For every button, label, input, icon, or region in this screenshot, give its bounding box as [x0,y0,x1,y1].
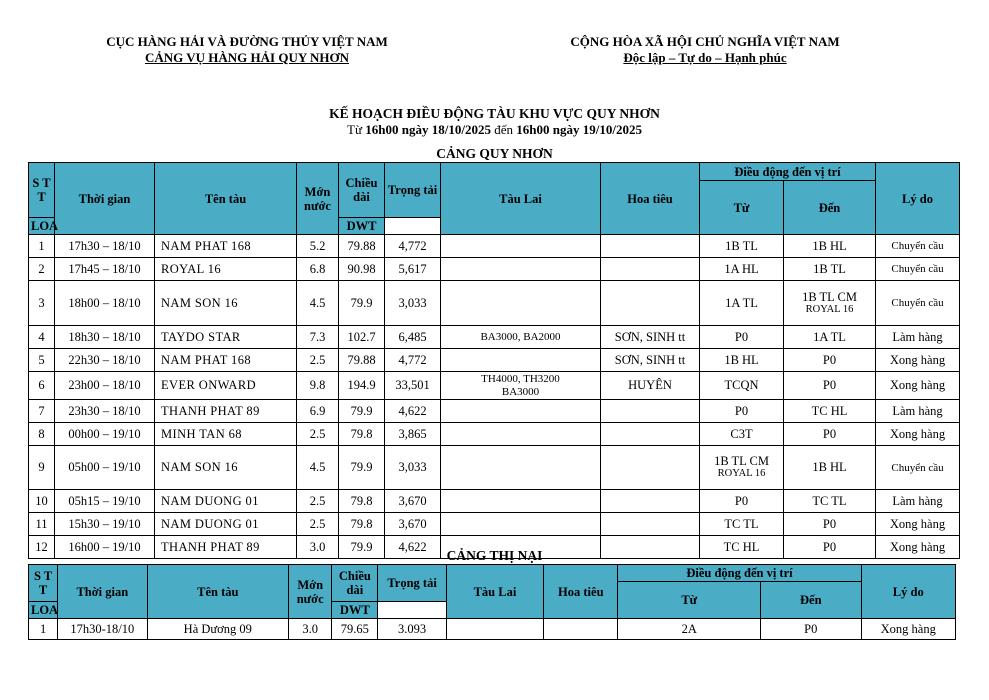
table-cell: Xong hàng [876,423,960,446]
table-row [29,446,960,490]
table-cell: 33,501 [385,372,441,400]
table-cell: 2.5 [297,490,339,513]
table-cell: 6,485 [385,326,441,349]
cell-text: TH4000, TH3200 [481,372,560,385]
table-cell: Hà Dương 09 [147,619,289,640]
table-cell: 3.0 [289,619,332,640]
table-cell: P0 [784,536,876,559]
table-cell: Chuyển cầu [876,446,960,490]
agency-header [62,34,432,66]
table-cell: 79.9 [339,281,385,326]
col-tonnage: Trọng tải [378,565,446,602]
table-cell: Xong hàng [876,536,960,559]
table-cell [784,281,876,326]
table-cell: Xong hàng [876,372,960,400]
table-row [29,400,960,423]
port-2-schedule-table [28,564,956,640]
table-cell: THANH PHAT 89 [155,536,297,559]
table-cell [601,423,700,446]
table-row [29,258,960,281]
table-cell: Làm hàng [876,326,960,349]
col-tug: Tàu Lai [446,565,543,619]
table-cell: P0 [784,423,876,446]
table-cell: 05h15 – 19/10 [55,490,155,513]
table-cell: 11 [29,513,55,536]
table-cell: EVER ONWARD [155,372,297,400]
table-cell: Xong hàng [876,349,960,372]
table-cell: 6 [29,372,55,400]
table-cell [700,446,784,490]
col-pilot: Hoa tiêu [601,163,700,235]
table-cell: 90.98 [339,258,385,281]
table-cell: 79.8 [339,423,385,446]
table-cell: 16h00 – 19/10 [55,536,155,559]
cell-text: S T T [33,569,53,597]
cell-text: BA3000 [501,385,540,398]
table-cell: TC HL [700,536,784,559]
col-ship: Tên tàu [155,163,297,235]
table-cell [601,235,700,258]
port-1-schedule-table [28,162,960,559]
col-tug: Tàu Lai [441,163,601,235]
table-cell: 8 [29,423,55,446]
table-cell: 102.7 [339,326,385,349]
table-cell: 5.2 [297,235,339,258]
table-cell: 15h30 – 19/10 [55,513,155,536]
country-name: CỘNG HÒA XÃ HỘI CHỦ NGHĨA VIỆT NAM [570,34,840,49]
col-tonnage: Trọng tải [385,163,441,218]
table-cell: 17h30-18/10 [58,619,147,640]
table-cell: Làm hàng [876,490,960,513]
table-cell: 4,772 [385,349,441,372]
table-cell: 1B TL [700,235,784,258]
table-cell: 7.3 [297,326,339,349]
table-cell: Xong hàng [876,513,960,536]
col-move: Điều động đến vị trí [700,163,876,181]
table-cell: 05h00 – 19/10 [55,446,155,490]
cell-text: S T T [32,176,51,204]
table-cell: NAM DUONG 01 [155,490,297,513]
table-cell: 4,622 [385,536,441,559]
table-cell: NAM PHAT 168 [155,235,297,258]
col-length: Chiều dài [332,565,378,602]
table-cell: 79.9 [339,536,385,559]
table-cell: 2.5 [297,513,339,536]
table-cell: 9 [29,446,55,490]
document-title: KẾ HOẠCH ĐIỀU ĐỘNG TÀU KHU VỰC QUY NHƠN [329,106,660,121]
col-stt [29,163,55,218]
table-cell: 3.0 [297,536,339,559]
col-draft: Mớn nước [297,163,339,235]
table-cell [601,513,700,536]
col-loa: LOA [29,218,55,235]
table-cell: Chuyển cầu [876,258,960,281]
table-cell: 4,772 [385,235,441,258]
table-cell [441,423,601,446]
table-cell: 3 [29,281,55,326]
table-cell: 1A TL [700,281,784,326]
table-cell: NAM SON 16 [155,281,297,326]
table-cell: SƠN, SINH tt [601,349,700,372]
table-cell: NAM DUONG 01 [155,513,297,536]
table-row [29,235,960,258]
table-cell: TAYDO STAR [155,326,297,349]
table-row [29,326,960,349]
col-dwt: DWT [339,218,385,235]
table-cell: P0 [784,513,876,536]
table-row [29,490,960,513]
col-time: Thời gian [58,565,147,619]
table-cell [544,619,618,640]
table-row [29,281,960,326]
table-cell: 3,865 [385,423,441,446]
table-cell: 18h30 – 18/10 [55,326,155,349]
col-move: Điều động đến vị trí [618,565,861,582]
table-cell: 7 [29,400,55,423]
table-cell: TCQN [700,372,784,400]
table-cell [441,400,601,423]
table-cell: 1A HL [700,258,784,281]
cell-text: 1B TL CM [802,289,857,304]
table-cell: Chuyển cầu [876,235,960,258]
table-cell: 00h00 – 19/10 [55,423,155,446]
table-cell: 2.5 [297,423,339,446]
col-time: Thời gian [55,163,155,235]
table-cell: BA3000, BA2000 [441,326,601,349]
table-cell [441,281,601,326]
table-row [29,513,960,536]
table-cell: 4.5 [297,281,339,326]
table-cell: 4,622 [385,400,441,423]
table-cell [441,513,601,536]
table-cell: 3.093 [378,619,446,640]
port-authority-name: CẢNG VỤ HÀNG HẢI QUY NHƠN [144,50,350,65]
table-cell: 3,033 [385,281,441,326]
table-cell: HUYÊN [601,372,700,400]
col-reason: Lý do [876,163,960,235]
table-row [29,423,960,446]
col-loa: LOA [29,602,58,619]
table-cell [601,400,700,423]
cell-text: 1B TL CM [714,454,769,468]
table-cell: 79.9 [339,446,385,490]
table-cell: Làm hàng [876,400,960,423]
table-cell: 3,670 [385,490,441,513]
agency-name: CỤC HÀNG HẢI VÀ ĐƯỜNG THỦY VIỆT NAM [106,34,388,49]
table-cell: 23h30 – 18/10 [55,400,155,423]
table-cell [441,372,601,400]
col-dwt: DWT [332,602,378,619]
col-from: Từ [618,582,761,619]
table-cell: Chuyển cầu [876,281,960,326]
table-cell: 4 [29,326,55,349]
table-cell: 1B HL [784,446,876,490]
table-cell: 23h00 – 18/10 [55,372,155,400]
table-cell: 1 [29,235,55,258]
table-cell: 79.88 [339,349,385,372]
col-from: Từ [700,181,784,235]
table-cell: P0 [784,349,876,372]
national-header [520,34,890,66]
period-from-prefix: Từ [347,122,363,137]
table-cell: 6.8 [297,258,339,281]
table-cell: 4.5 [297,446,339,490]
table-cell [446,619,543,640]
table-cell [601,281,700,326]
table-cell: P0 [700,400,784,423]
national-motto: Độc lập – Tự do – Hạnh phúc [623,50,787,65]
table-cell: 1B TL [784,258,876,281]
table-cell: NAM PHAT 168 [155,349,297,372]
table-cell [441,446,601,490]
table-cell: 17h45 – 18/10 [55,258,155,281]
table-cell: 1B HL [784,235,876,258]
table-cell: 79.8 [339,490,385,513]
table-cell: 9.8 [297,372,339,400]
table-cell: 1A TL [784,326,876,349]
table-cell: 3,033 [385,446,441,490]
table-row [29,349,960,372]
port-2-title: CẢNG THỊ NẠI [446,548,543,563]
table-cell: NAM SON 16 [155,446,297,490]
table-cell: MINH TAN 68 [155,423,297,446]
table-cell [441,349,601,372]
table-cell: 6.9 [297,400,339,423]
table-cell: 5 [29,349,55,372]
table-cell: P0 [784,372,876,400]
table-cell: THANH PHAT 89 [155,400,297,423]
table-cell [441,235,601,258]
table-cell: SƠN, SINH tt [601,326,700,349]
col-to: Đến [761,582,861,619]
table-cell: 79.88 [339,235,385,258]
table-cell: 2A [618,619,761,640]
table-cell: 1B HL [700,349,784,372]
table-cell: P0 [700,326,784,349]
cell-text: ROYAL 16 [717,468,766,479]
table-cell: P0 [761,619,861,640]
table-cell: 1 [29,619,58,640]
table-cell: 10 [29,490,55,513]
port-1-title: CẢNG QUY NHƠN [436,146,553,161]
table-cell [441,258,601,281]
col-to: Đến [784,181,876,235]
document-period [0,122,989,138]
col-stt [29,565,58,602]
table-cell [601,258,700,281]
period-to-prefix: đến [494,122,514,137]
col-draft: Mớn nước [289,565,332,619]
table-cell: P0 [700,490,784,513]
table-cell: 79.9 [339,400,385,423]
table-cell: TC TL [700,513,784,536]
table-cell [441,490,601,513]
table-cell: 2.5 [297,349,339,372]
table-cell: Xong hàng [861,619,956,640]
table-cell: 2 [29,258,55,281]
table-cell: TC HL [784,400,876,423]
table-row [29,619,956,640]
table-cell: 79.8 [339,513,385,536]
period-from-value: 16h00 ngày 18/10/2025 [365,122,491,137]
cell-text: ROYAL 16 [805,303,854,315]
table-cell: C3T [700,423,784,446]
table-cell [601,446,700,490]
table-cell: 18h00 – 18/10 [55,281,155,326]
table-row [29,372,960,400]
table-cell: 17h30 – 18/10 [55,235,155,258]
table-cell: TC TL [784,490,876,513]
table-cell: 194.9 [339,372,385,400]
table-cell [601,490,700,513]
table-cell: 5,617 [385,258,441,281]
table-cell: ROYAL 16 [155,258,297,281]
table-cell: 12 [29,536,55,559]
table-cell: 79.65 [332,619,378,640]
col-length: Chiều dài [339,163,385,218]
table-cell: 3,670 [385,513,441,536]
table-cell: 22h30 – 18/10 [55,349,155,372]
col-reason: Lý do [861,565,956,619]
col-ship: Tên tàu [147,565,289,619]
col-pilot: Hoa tiêu [544,565,618,619]
period-to-value: 16h00 ngày 19/10/2025 [516,122,642,137]
